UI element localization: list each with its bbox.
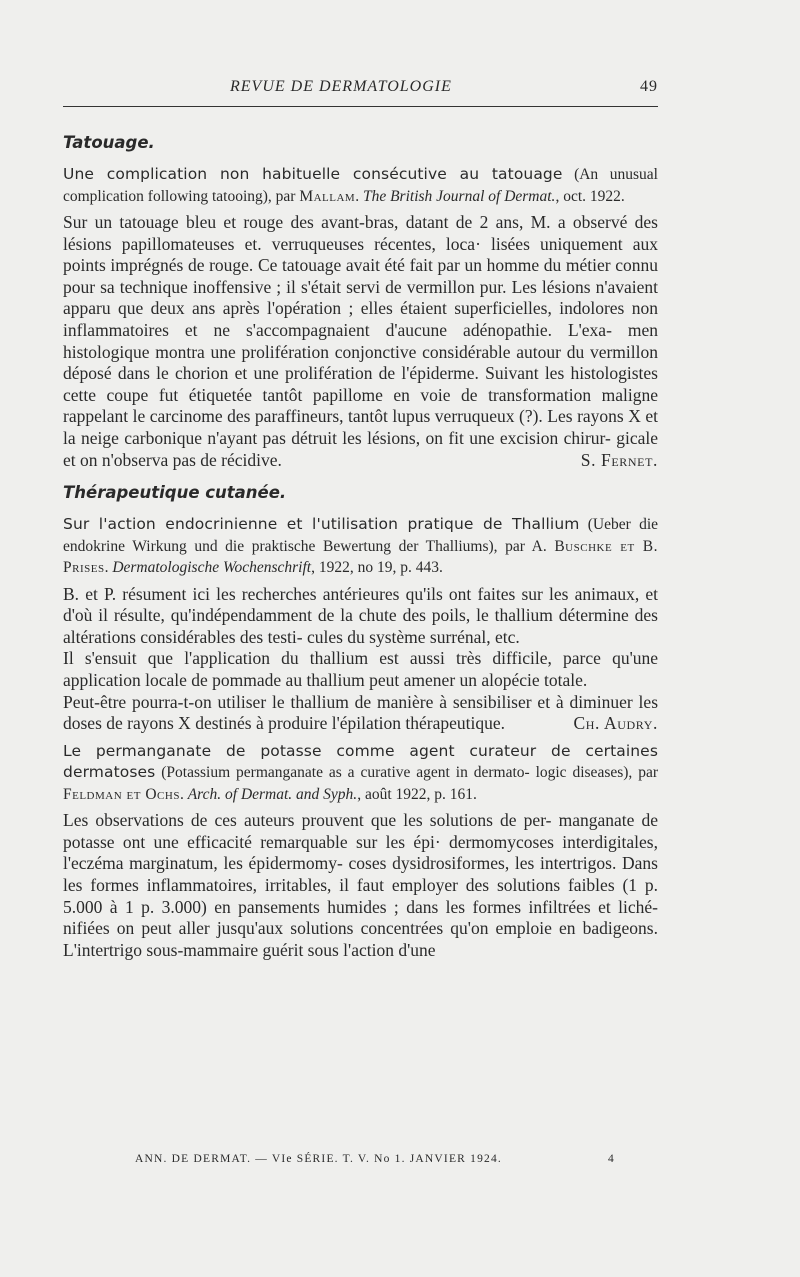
article-title: Une complication non habituelle consécutive au tatouage [63,165,563,183]
reference-text: (An unusual complication following tatooing), par [63,166,658,205]
author-signature: S. Fernet. [580,449,658,470]
journal-name: Arch. of Dermat. and Syph. [187,785,358,803]
reference-text: , 1922, no 19, p. 443. [311,559,443,577]
running-title: REVUE DE DERMATOLOGIE [230,78,452,95]
page [63,70,658,961]
article-reference [63,741,658,806]
journal-name: The British Journal of Dermat. [362,187,556,205]
reference-text: . [104,559,113,577]
header-rule [63,106,658,107]
paragraph-text: Peut-être pourra-t-on utiliser le thallium de manière à sensibiliser et à diminuer les doses de rayons X destinés à produire l'épilation thérapeutique. [63,691,658,734]
page-number: 49 [640,78,658,95]
article-authors: Feldman et Ochs [63,785,180,803]
article-title: Le permanganate de potasse comme agent curateur de certaines dermatoses [63,741,658,782]
reference-text: (Ueber die endokrine Wirkung und die praktische Bewertung der Thalliums), par A. [63,516,659,555]
signature-mark: 4 [608,1153,615,1165]
footer-text: ANN. DE DERMAT. — VIe SÉRIE. T. V. No 1. JANVIER 1924. [135,1153,502,1165]
reference-text: . [355,187,363,205]
article-reference [63,164,658,207]
body-paragraph: Les observations de ces auteurs prouvent que les solutions de per- manganate de potasse ont une efficacité remarquable sur les épi· dermomycoses interdigitales, l'eczéma marginatum, les épidermomy- coses dysidrosiformes, les intertrigos. Dans les formes inflammatoires, irritables, il faut employer des solutions faibles (1 p. 5.000 à 1 p. 3.000) en pansements humides ; dans les formes infiltrées et liché- nifiées on peut aller jusqu'aux solutions concentrées qu'on emploie en badigeons. L'intertrigo sous-mammaire guérit sous l'action d'une [63,810,658,960]
running-head [63,70,658,100]
reference-text: . [179,785,188,803]
article-authors: Mallam [299,187,356,205]
reference-text: (Potassium permanganate as a curative agent in dermato- logic diseases), par [155,764,658,782]
reference-text: , oct. 1922. [555,187,625,205]
section-title-therapeutique: Thérapeutique cutanée. [63,483,287,503]
article-title: Sur l'action endocrinienne et l'utilisation pratique de Thallium [63,515,580,534]
body-paragraph [63,692,658,735]
section-title-tatouage: Tatouage. [63,133,155,152]
body-paragraph [63,212,658,471]
author-signature: Ch. Audry. [573,713,658,734]
reference-text: , août 1922, p. 161. [357,785,477,803]
journal-name: Dermatologische Wochenschrift [112,559,312,577]
footer [135,1153,615,1165]
article-reference [63,514,658,579]
paragraph-text: Sur un tatouage bleu et rouge des avant-bras, datant de 2 ans, M. a observé des lésions papillomateuses et. verruqueuses récentes, loca· lisées uniquement aux points imprégnés de rouge. Ce tatouage avait été fait par un homme du métier connu pour sa technique inoffensive ; il s'était servi de vermillon pur. Les lésions n'avaient apparu que deux ans après l'opération ; elles étaient superficielles, indolores non inflammatoires et ne s'accompagnaient d'aucune adénopathie. L'exa- men histologique montra une prolifération conjonctive considérable autour du vermillon déposé dans le chorion et une prolifération de l'épiderme. Suivant les histologistes cette coupe fut étiquetée tantôt papillome en voie de transformation maligne rappelant le carcinome des paraffineurs, tantôt lupus verruqueux (?). Les rayons X et la neige carbonique n'ayant pas détruit les lésions, on fit une excision chirur- gicale et on n'observa pas de récidive. [63,212,658,470]
body-paragraph: Il s'ensuit que l'application du thallium est aussi très difficile, parce qu'une application locale de pommade au thallium peut amener un alopécie totale. [63,648,658,690]
body-paragraph: B. et P. résument ici les recherches antérieures qu'ils ont faites sur les animaux, et d'où il résulte, qu'indépendamment de la chute des poils, le thallium détermine des altérations considérables des testi- cules du système surrénal, etc. [63,583,658,647]
article-authors: Buschke et B. Prises [63,537,658,577]
